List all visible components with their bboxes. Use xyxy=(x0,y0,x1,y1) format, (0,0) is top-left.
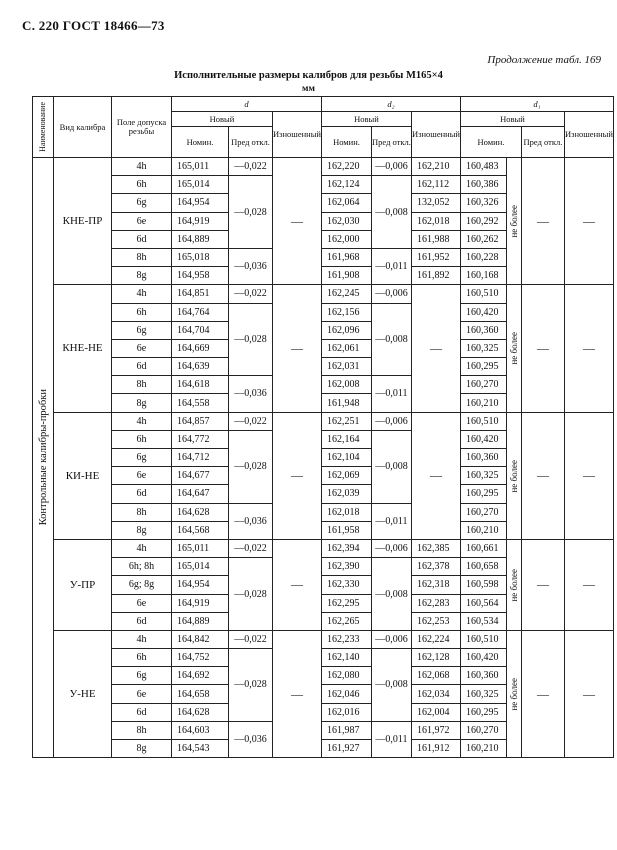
tolerance-cell: 4h xyxy=(112,158,172,176)
d2-deviation-cell: —0,006 xyxy=(371,630,411,648)
d2-nominal-cell: 162,140 xyxy=(321,649,371,667)
d2-worn-cell: 162,018 xyxy=(411,212,460,230)
d-nominal-cell: 164,669 xyxy=(172,339,229,357)
d1-nominal-cell: 160,360 xyxy=(460,321,506,339)
d2-worn-cell: 162,068 xyxy=(411,667,460,685)
d2-deviation-cell: —0,008 xyxy=(371,176,411,249)
d1-nominal-cell: 160,295 xyxy=(460,358,506,376)
tolerance-cell: 8h xyxy=(112,376,172,394)
d2-nominal-cell: 162,233 xyxy=(321,630,371,648)
d1-nominal-cell: 160,325 xyxy=(460,685,506,703)
d-nominal-cell: 164,692 xyxy=(172,667,229,685)
d2-nominal-cell: 162,031 xyxy=(321,358,371,376)
d2-deviation-cell: —0,008 xyxy=(371,558,411,631)
d1-nominal-cell: 160,564 xyxy=(460,594,506,612)
d2-nominal-cell: 162,104 xyxy=(321,449,371,467)
d-deviation-cell: —0,028 xyxy=(229,649,273,722)
d1-max-note: не более xyxy=(506,412,521,539)
tolerance-cell: 6d xyxy=(112,703,172,721)
d1-worn-cell: — xyxy=(564,630,613,757)
d-deviation-cell: —0,036 xyxy=(229,248,273,284)
header-d-new: Новый xyxy=(172,112,273,127)
header-d1-worn: Изношенный xyxy=(564,112,613,158)
tolerance-cell: 6e xyxy=(112,212,172,230)
d1-nominal-cell: 160,270 xyxy=(460,376,506,394)
d-deviation-cell: —0,036 xyxy=(229,721,273,757)
d1-deviation-cell: — xyxy=(521,630,564,757)
d2-nominal-cell: 161,958 xyxy=(321,521,371,539)
d1-nominal-cell: 160,210 xyxy=(460,740,506,758)
d-nominal-cell: 164,919 xyxy=(172,212,229,230)
d1-deviation-cell: — xyxy=(521,539,564,630)
header-d1-nominal: Номин. xyxy=(460,127,521,158)
d2-deviation-cell: —0,008 xyxy=(371,303,411,376)
d2-nominal-cell: 162,000 xyxy=(321,230,371,248)
tolerance-cell: 8g xyxy=(112,521,172,539)
table-title: Исполнительные размеры калибров для резьбы М165×4 xyxy=(174,70,443,81)
d1-worn-cell: — xyxy=(564,285,613,412)
d2-nominal-cell: 162,295 xyxy=(321,594,371,612)
header-caliber-kind: Вид калибра xyxy=(54,97,112,158)
tolerance-cell: 6e xyxy=(112,467,172,485)
d2-worn-cell: — xyxy=(411,285,460,412)
d2-nominal-cell: 161,927 xyxy=(321,740,371,758)
tolerance-cell: 6g xyxy=(112,321,172,339)
d-nominal-cell: 165,014 xyxy=(172,558,229,576)
d2-worn-cell: 162,385 xyxy=(411,539,460,557)
d-deviation-cell: —0,022 xyxy=(229,412,273,430)
d1-nominal-cell: 160,210 xyxy=(460,394,506,412)
d1-nominal-cell: 160,270 xyxy=(460,503,506,521)
tolerance-cell: 6e xyxy=(112,685,172,703)
d-deviation-cell: —0,036 xyxy=(229,376,273,412)
d1-nominal-cell: 160,598 xyxy=(460,576,506,594)
tolerance-cell: 6e xyxy=(112,339,172,357)
d-deviation-cell: —0,022 xyxy=(229,630,273,648)
d-worn-cell: — xyxy=(273,630,322,757)
d-nominal-cell: 164,628 xyxy=(172,503,229,521)
tolerance-cell: 8g xyxy=(112,740,172,758)
tolerance-cell: 6g; 8g xyxy=(112,576,172,594)
d-nominal-cell: 164,851 xyxy=(172,285,229,303)
tolerance-cell: 6h; 8h xyxy=(112,558,172,576)
d2-worn-cell: 162,004 xyxy=(411,703,460,721)
d1-nominal-cell: 160,228 xyxy=(460,248,506,266)
d1-deviation-cell: — xyxy=(521,285,564,412)
d-deviation-cell: —0,028 xyxy=(229,430,273,503)
d1-nominal-cell: 160,360 xyxy=(460,449,506,467)
d2-nominal-cell: 162,080 xyxy=(321,667,371,685)
d-nominal-cell: 164,842 xyxy=(172,630,229,648)
d2-worn-cell: 161,952 xyxy=(411,248,460,266)
tolerance-cell: 4h xyxy=(112,539,172,557)
tolerance-cell: 6h xyxy=(112,176,172,194)
group-label: Контрольные калибры-пробки xyxy=(33,158,54,758)
d-nominal-cell: 165,018 xyxy=(172,248,229,266)
d1-nominal-cell: 160,262 xyxy=(460,230,506,248)
table-continuation-label: Продолжение табл. 169 xyxy=(487,54,601,66)
d2-nominal-cell: 162,018 xyxy=(321,503,371,521)
d-nominal-cell: 164,704 xyxy=(172,321,229,339)
d2-deviation-cell: —0,011 xyxy=(371,248,411,284)
d-worn-cell: — xyxy=(273,285,322,412)
d-deviation-cell: —0,028 xyxy=(229,303,273,376)
d-nominal-cell: 164,889 xyxy=(172,612,229,630)
d-worn-cell: — xyxy=(273,158,322,285)
d2-deviation-cell: —0,006 xyxy=(371,412,411,430)
d2-worn-cell: 161,972 xyxy=(411,721,460,739)
d-nominal-cell: 164,752 xyxy=(172,649,229,667)
d1-max-note: не более xyxy=(506,630,521,757)
tolerance-cell: 6d xyxy=(112,358,172,376)
d2-nominal-cell: 161,948 xyxy=(321,394,371,412)
d-nominal-cell: 164,857 xyxy=(172,412,229,430)
table-row xyxy=(33,412,614,430)
tolerance-cell: 6g xyxy=(112,667,172,685)
d1-nominal-cell: 160,168 xyxy=(460,267,506,285)
d2-worn-cell: 162,318 xyxy=(411,576,460,594)
d2-nominal-cell: 161,968 xyxy=(321,248,371,266)
d2-nominal-cell: 162,251 xyxy=(321,412,371,430)
d1-nominal-cell: 160,420 xyxy=(460,430,506,448)
d2-worn-cell: — xyxy=(411,412,460,539)
d1-nominal-cell: 160,420 xyxy=(460,649,506,667)
d1-nominal-cell: 160,661 xyxy=(460,539,506,557)
d2-nominal-cell: 161,987 xyxy=(321,721,371,739)
d2-nominal-cell: 162,156 xyxy=(321,303,371,321)
d2-deviation-cell: —0,006 xyxy=(371,285,411,303)
d-nominal-cell: 164,712 xyxy=(172,449,229,467)
tolerance-cell: 8h xyxy=(112,248,172,266)
d-nominal-cell: 164,954 xyxy=(172,194,229,212)
d-nominal-cell: 164,889 xyxy=(172,230,229,248)
d-nominal-cell: 164,618 xyxy=(172,376,229,394)
d-nominal-cell: 164,639 xyxy=(172,358,229,376)
d2-worn-cell: 162,128 xyxy=(411,649,460,667)
d1-nominal-cell: 160,510 xyxy=(460,412,506,430)
d2-worn-cell: 162,253 xyxy=(411,612,460,630)
tolerance-cell: 6g xyxy=(112,449,172,467)
header-d2-new: Новый xyxy=(321,112,411,127)
header-d2: d₂ xyxy=(321,97,460,112)
d2-nominal-cell: 162,245 xyxy=(321,285,371,303)
header-d-deviation: Пред откл. xyxy=(229,127,273,158)
header-d-worn: Изношенный xyxy=(273,112,322,158)
d-nominal-cell: 164,558 xyxy=(172,394,229,412)
header-d2-nominal: Номин. xyxy=(321,127,371,158)
d-nominal-cell: 164,658 xyxy=(172,685,229,703)
d-nominal-cell: 164,919 xyxy=(172,594,229,612)
d-nominal-cell: 165,014 xyxy=(172,176,229,194)
d-nominal-cell: 164,628 xyxy=(172,703,229,721)
d1-worn-cell: — xyxy=(564,412,613,539)
tolerance-cell: 6h xyxy=(112,303,172,321)
caliber-name: У-НЕ xyxy=(54,630,112,757)
table-row xyxy=(33,158,614,176)
d2-worn-cell: 161,912 xyxy=(411,740,460,758)
d1-nominal-cell: 160,510 xyxy=(460,630,506,648)
d2-worn-cell: 161,892 xyxy=(411,267,460,285)
d1-nominal-cell: 160,658 xyxy=(460,558,506,576)
d-nominal-cell: 164,647 xyxy=(172,485,229,503)
caliber-name: КИ-НЕ xyxy=(54,412,112,539)
d-deviation-cell: —0,028 xyxy=(229,176,273,249)
d2-nominal-cell: 162,064 xyxy=(321,194,371,212)
tolerance-cell: 6h xyxy=(112,649,172,667)
d1-nominal-cell: 160,534 xyxy=(460,612,506,630)
header-naimenovanie: Наименование xyxy=(33,97,54,158)
d2-nominal-cell: 161,908 xyxy=(321,267,371,285)
d1-nominal-cell: 160,360 xyxy=(460,667,506,685)
d2-nominal-cell: 162,039 xyxy=(321,485,371,503)
d2-nominal-cell: 162,030 xyxy=(321,212,371,230)
d2-deviation-cell: —0,011 xyxy=(371,376,411,412)
d1-deviation-cell: — xyxy=(521,412,564,539)
table-row xyxy=(33,285,614,303)
d2-nominal-cell: 162,330 xyxy=(321,576,371,594)
caliber-dimensions-table xyxy=(32,96,614,758)
d2-worn-cell: 132,052 xyxy=(411,194,460,212)
d-nominal-cell: 164,543 xyxy=(172,740,229,758)
d1-worn-cell: — xyxy=(564,539,613,630)
d1-max-note: не более xyxy=(506,539,521,630)
d1-nominal-cell: 160,292 xyxy=(460,212,506,230)
d2-nominal-cell: 162,016 xyxy=(321,703,371,721)
d1-nominal-cell: 160,295 xyxy=(460,485,506,503)
tolerance-cell: 6e xyxy=(112,594,172,612)
tolerance-cell: 6d xyxy=(112,485,172,503)
d-nominal-cell: 164,568 xyxy=(172,521,229,539)
d2-nominal-cell: 162,390 xyxy=(321,558,371,576)
d1-nominal-cell: 160,325 xyxy=(460,467,506,485)
d1-nominal-cell: 160,510 xyxy=(460,285,506,303)
d2-deviation-cell: —0,011 xyxy=(371,503,411,539)
d2-worn-cell: 162,034 xyxy=(411,685,460,703)
d2-deviation-cell: —0,008 xyxy=(371,649,411,722)
tolerance-cell: 4h xyxy=(112,285,172,303)
header-d1-new: Новый xyxy=(460,112,564,127)
d1-nominal-cell: 160,386 xyxy=(460,176,506,194)
d2-deviation-cell: —0,006 xyxy=(371,158,411,176)
d1-nominal-cell: 160,295 xyxy=(460,703,506,721)
tolerance-cell: 6d xyxy=(112,230,172,248)
d-deviation-cell: —0,036 xyxy=(229,503,273,539)
d1-nominal-cell: 160,326 xyxy=(460,194,506,212)
d2-deviation-cell: —0,011 xyxy=(371,721,411,757)
d2-nominal-cell: 162,096 xyxy=(321,321,371,339)
d2-worn-cell: 162,283 xyxy=(411,594,460,612)
d2-worn-cell: 161,988 xyxy=(411,230,460,248)
d-nominal-cell: 164,954 xyxy=(172,576,229,594)
tolerance-cell: 6g xyxy=(112,194,172,212)
header-d: d xyxy=(172,97,322,112)
d1-max-note: не более xyxy=(506,285,521,412)
d2-deviation-cell: —0,008 xyxy=(371,430,411,503)
d2-worn-cell: 162,112 xyxy=(411,176,460,194)
d-worn-cell: — xyxy=(273,539,322,630)
table-row xyxy=(33,539,614,557)
tolerance-cell: 8h xyxy=(112,503,172,521)
d2-nominal-cell: 162,069 xyxy=(321,467,371,485)
d-deviation-cell: —0,022 xyxy=(229,539,273,557)
d-deviation-cell: —0,022 xyxy=(229,158,273,176)
table-body xyxy=(33,158,614,758)
tolerance-cell: 8g xyxy=(112,394,172,412)
d-nominal-cell: 165,011 xyxy=(172,158,229,176)
tolerance-cell: 4h xyxy=(112,630,172,648)
caliber-name: КНЕ-ПР xyxy=(54,158,112,285)
d-nominal-cell: 164,677 xyxy=(172,467,229,485)
d2-nominal-cell: 162,124 xyxy=(321,176,371,194)
d1-nominal-cell: 160,325 xyxy=(460,339,506,357)
d2-worn-cell: 162,224 xyxy=(411,630,460,648)
tolerance-cell: 6d xyxy=(112,612,172,630)
table-unit: мм xyxy=(302,84,315,94)
tolerance-cell: 8g xyxy=(112,267,172,285)
d2-nominal-cell: 162,220 xyxy=(321,158,371,176)
d1-max-note: не более xyxy=(506,158,521,285)
d2-worn-cell: 162,378 xyxy=(411,558,460,576)
d-deviation-cell: —0,022 xyxy=(229,285,273,303)
d1-deviation-cell: — xyxy=(521,158,564,285)
d2-nominal-cell: 162,008 xyxy=(321,376,371,394)
d1-nominal-cell: 160,270 xyxy=(460,721,506,739)
d2-deviation-cell: —0,006 xyxy=(371,539,411,557)
d2-nominal-cell: 162,046 xyxy=(321,685,371,703)
table-row xyxy=(33,630,614,648)
d-deviation-cell: —0,028 xyxy=(229,558,273,631)
header-d1-deviation: Пред откл. xyxy=(521,127,564,158)
d-nominal-cell: 164,958 xyxy=(172,267,229,285)
d-worn-cell: — xyxy=(273,412,322,539)
tolerance-cell: 6h xyxy=(112,430,172,448)
header-d1: d₁ xyxy=(460,97,613,112)
d-nominal-cell: 164,603 xyxy=(172,721,229,739)
header-tolerance-field: Поле допуска резьбы xyxy=(112,97,172,158)
d1-nominal-cell: 160,483 xyxy=(460,158,506,176)
d-nominal-cell: 164,772 xyxy=(172,430,229,448)
header-d2-worn: Изношенный xyxy=(411,112,460,158)
d-nominal-cell: 164,764 xyxy=(172,303,229,321)
d2-nominal-cell: 162,061 xyxy=(321,339,371,357)
d2-nominal-cell: 162,265 xyxy=(321,612,371,630)
tolerance-cell: 4h xyxy=(112,412,172,430)
caliber-name: КНЕ-НЕ xyxy=(54,285,112,412)
d-nominal-cell: 165,011 xyxy=(172,539,229,557)
d1-worn-cell: — xyxy=(564,158,613,285)
d1-nominal-cell: 160,210 xyxy=(460,521,506,539)
header-d-nominal: Номин. xyxy=(172,127,229,158)
d2-nominal-cell: 162,394 xyxy=(321,539,371,557)
caliber-name: У-ПР xyxy=(54,539,112,630)
d2-nominal-cell: 162,164 xyxy=(321,430,371,448)
tolerance-cell: 8h xyxy=(112,721,172,739)
header-d2-deviation: Пред откл. xyxy=(371,127,411,158)
d1-nominal-cell: 160,420 xyxy=(460,303,506,321)
d2-worn-cell: 162,210 xyxy=(411,158,460,176)
page-header: С. 220 ГОСТ 18466—73 xyxy=(22,18,165,33)
